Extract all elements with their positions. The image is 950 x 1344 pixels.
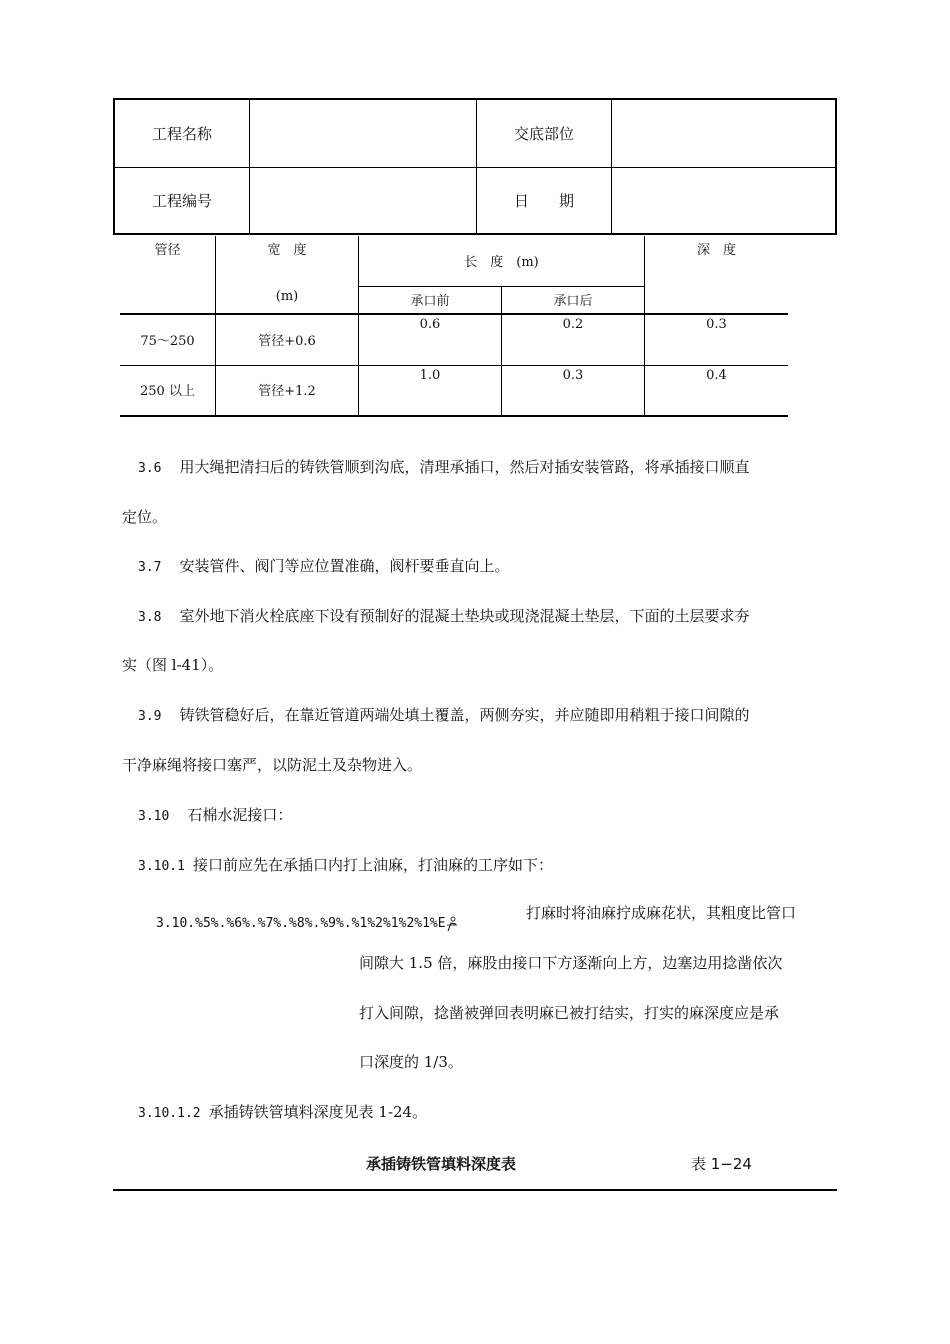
para-3-7 [138, 556, 510, 578]
row2-width: 管径+1.2 [258, 384, 316, 399]
project-number-label: 工程编号 [151, 192, 212, 210]
section-number: 3.8 [138, 610, 162, 625]
para-3-10-1-1-line4: 口深度的 1/3。 [359, 1053, 463, 1071]
section-number: 3.9 [138, 709, 162, 724]
date-value[interactable] [612, 168, 835, 233]
header-length-after: 承口后 [553, 294, 593, 309]
table-divider [120, 313, 788, 315]
header-depth: 深 度 [696, 243, 736, 258]
section-number: 3.6 [138, 461, 162, 476]
table-caption-number: 表 1−24 [691, 1155, 752, 1173]
row2-after: 0.3 [562, 368, 584, 383]
para-3-10-1-1-line1: 打麻时将油麻拧成麻花状，其粗度比管口 [526, 904, 797, 922]
para-3-8-line2: 实（图 l-41）。 [122, 656, 224, 674]
para-3-10-1-1-number [156, 909, 458, 934]
para-text: 接口前应先在承插口内打上油麻，打油麻的工序如下： [192, 856, 553, 874]
section-number: 3.7 [138, 560, 162, 575]
para-3-6-line2: 定位。 [122, 508, 168, 526]
handover-location-value[interactable] [612, 100, 835, 167]
para-3-10-1-1-line3: 打入间隙，捻凿被弹回表明麻已被打结实，打实的麻深度应是承 [359, 1004, 780, 1022]
para-text: 承插铸铁管填料深度见表 1-24。 [208, 1103, 428, 1121]
project-number-value[interactable] [250, 168, 476, 233]
para-3-10-1 [138, 855, 553, 877]
handover-location-label: 交底部位 [513, 125, 574, 143]
garbled-mark-icon [446, 915, 458, 933]
row1-width: 管径+0.6 [258, 334, 316, 349]
para-3-10-1-1-line2: 间隙大 1.5 倍，麻股由接口下方逐渐向上方，边塞边用捻凿依次 [359, 954, 783, 972]
date-label: 日 期 [513, 192, 574, 210]
row2-before: 1.0 [419, 368, 441, 383]
para-text: 安装管件、阀门等应位置准确，阀杆要垂直向上。 [179, 557, 510, 575]
trench-dimension-table [120, 236, 788, 418]
table-top-rule [113, 1189, 837, 1191]
row1-after: 0.2 [562, 317, 584, 332]
row1-diameter: 75～250 [140, 334, 195, 349]
section-number: 3.10.1 [138, 859, 185, 874]
header-pipe-diameter: 管径 [154, 243, 181, 258]
row2-diameter: 250 以上 [140, 384, 195, 399]
project-name-value[interactable] [250, 100, 476, 167]
para-3-6-line1 [138, 457, 750, 479]
table-divider [358, 286, 644, 287]
header-table [113, 98, 837, 235]
row1-depth: 0.3 [706, 317, 727, 332]
para-3-10 [138, 805, 292, 827]
row2-depth: 0.4 [706, 368, 727, 383]
garbled-section-number: 3.10.%5%.%6%.%7%.%8%.%9%.%1%2%1%2%1%E [156, 916, 446, 931]
table-divider [120, 415, 788, 417]
para-text: 室外地下消火栓底座下设有预制好的混凝土垫块或现浇混凝土垫层，下面的土层要求夯 [179, 607, 750, 625]
table-divider [120, 365, 788, 366]
header-length: 长 度 (m) [464, 255, 539, 270]
section-number: 3.10 [138, 809, 170, 824]
table-caption-title: 承插铸铁管填料深度表 [366, 1155, 517, 1173]
para-text: 用大绳把清扫后的铸铁管顺到沟底，清理承插口，然后对插安装管路，将承插接口顺直 [179, 458, 750, 476]
para-text: 石棉水泥接口： [187, 806, 293, 824]
para-3-10-1-2 [138, 1102, 427, 1124]
para-3-9-line1 [138, 705, 750, 727]
para-3-9-line2: 干净麻绳将接口塞严，以防泥土及杂物进入。 [122, 756, 423, 774]
header-width: 宽 度 [267, 243, 307, 258]
header-length-before: 承口前 [410, 294, 450, 309]
header-width-unit: (m) [275, 289, 299, 304]
para-text: 铸铁管稳好后，在靠近管道两端处填土覆盖，两侧夯实，并应随即用稍粗于接口间隙的 [179, 706, 750, 724]
project-name-label: 工程名称 [151, 125, 212, 143]
para-3-8-line1 [138, 606, 750, 628]
section-number: 3.10.1.2 [138, 1106, 201, 1121]
row1-before: 0.6 [419, 317, 441, 332]
